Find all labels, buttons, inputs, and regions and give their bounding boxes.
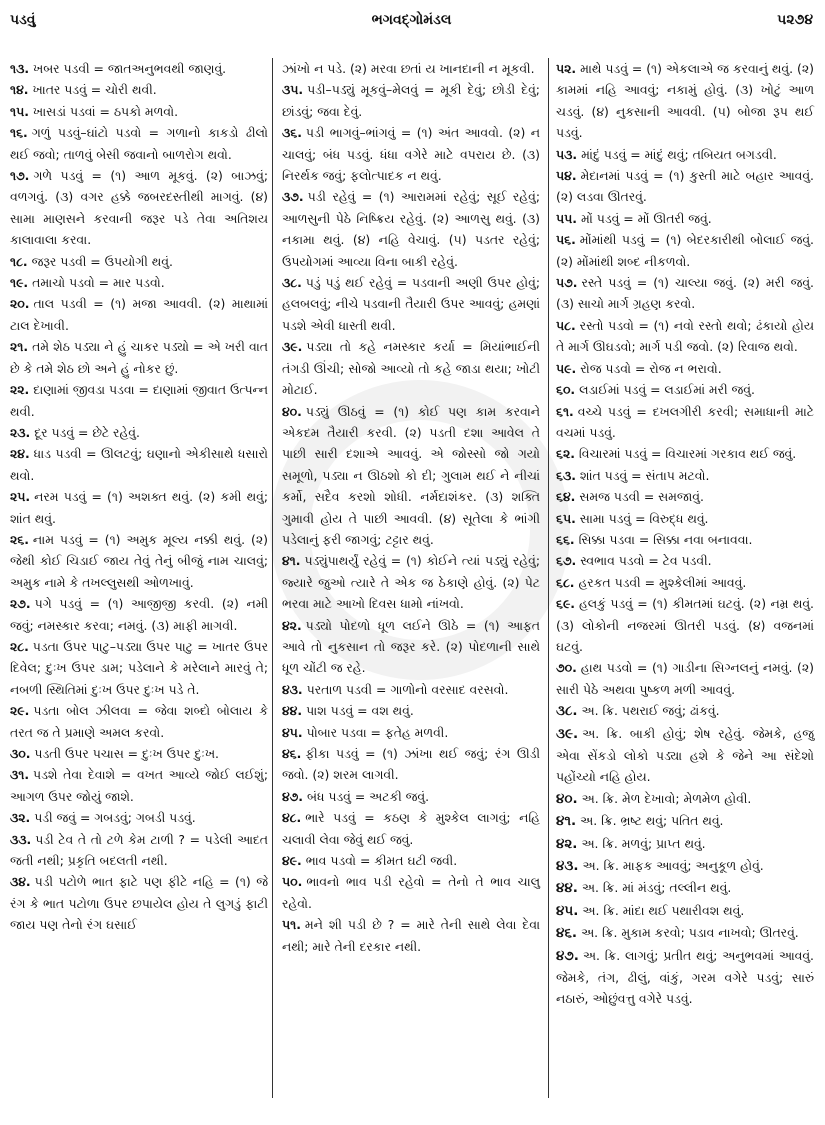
idiom-entry (282, 743, 540, 786)
entry-number: ૫૯. (556, 360, 577, 376)
entry-text: નામ પડવું = (૧) અમુક મૂલ્ય નક્કી થવું. (૨) જેથી કોઈ ચિડાઈ જાય તેવું તેનું બીજું નામ ચાલવું; અમુક નામે કે તખલ્લુસથી ઓળખાવું. (10, 531, 268, 590)
idiom-entry (282, 807, 540, 850)
entry-number: ૪૧. (556, 813, 577, 830)
entry-number: ૩૮. (282, 275, 302, 291)
idiom-entry (10, 379, 268, 422)
idiom-entry (556, 508, 814, 529)
entry-text: પડતી ઉપર પચાસ = દુઃખ ઉપર દુઃખ. (34, 746, 219, 761)
entry-text: શાંત પડવું = સંતાપ મટવો. (579, 467, 710, 483)
entry-number: ૨૬. (10, 531, 29, 547)
sense-entry (556, 788, 814, 810)
entry-number: ૪૨. (556, 835, 578, 852)
entry-number: ૩૭. (282, 189, 304, 205)
idiom-entry (10, 165, 268, 251)
entry-number: ૪૨. (282, 617, 302, 633)
sense-entry (556, 945, 814, 1010)
entry-number: ૧૬. (10, 125, 28, 141)
idiom-entry (556, 272, 814, 315)
idiom-entry (10, 443, 268, 486)
idiom-entry (556, 358, 814, 379)
entry-number: ૩૩. (10, 831, 32, 847)
entry-number: ૩૨. (10, 810, 31, 826)
entry-text: તમાચો પડવો = માર પડવો. (32, 275, 165, 291)
entry-number: ૫૪. (556, 168, 577, 184)
entry-text: રસ્તો પડવો = (૧) નવો રસ્તો થવો; ઢંકાયો હોય તે માર્ગ ઊઘડવો; માર્ગ પડી જવો. (૨) રિવાજ થવો. (556, 317, 814, 355)
book-title: ભગવદ્ગોમંડલ (371, 12, 452, 28)
idiom-entry (282, 679, 540, 700)
idiom-entry (10, 422, 268, 443)
entry-number: ૬૩. (556, 467, 576, 483)
entry-number: ૬૮. (556, 574, 575, 590)
entry-text: મોંમાંથી પડવું = (૧) બેદરકારીથી બોલાઈ જવું. (૨) મોંમાંથી શબ્દ નીકળવો. (556, 232, 814, 269)
entry-number: ૬૧. (556, 403, 574, 419)
entry-number: ૬૯. (556, 596, 575, 612)
idiom-entry (282, 401, 540, 551)
entry-number: ૬૨. (556, 446, 575, 462)
idiom-entry (282, 850, 540, 871)
entry-text: પડશે તેવા દેવાશે = વખત આવ્યે જોઈ લઈશું; આગળ ઉપર જોયું જાશે. (10, 767, 268, 804)
entry-text: તાલ પડવી = (૧) મજા આવવી. (૨) માથામાં ટાલ દેખાવી. (10, 296, 268, 333)
idiom-entry (556, 593, 814, 657)
idiom-entry (556, 165, 814, 208)
idiom-entry (282, 79, 540, 122)
idiom-entry (282, 58, 540, 79)
column-divider (272, 58, 273, 1098)
entry-text: રોજ પડવો = રોજ ન ભરાવો. (580, 360, 722, 376)
entry-number: ૨૪. (10, 446, 30, 462)
idiom-entry (556, 208, 814, 229)
entry-number: ૪૪. (282, 703, 303, 719)
entry-text: અ. ક્રિ. લાગવું; પ્રતીત થવું; અનુભવમાં આવવું. જેમકે, તંગ, ઢીલું, વાંકું, ગરમ વગેરે પડવું; સારું નઠારું, ઓછુંવત્તુ વગેરે પડવું. (556, 947, 814, 1007)
idiom-entry (282, 914, 540, 957)
idiom-entry (556, 58, 814, 144)
idiom-entry (10, 829, 268, 872)
entry-number: ૩૯. (282, 339, 303, 355)
column-divider (548, 58, 549, 1098)
entry-text: ગળે પડવું = (૧) આળ મૂકવું. (૨) બાઝવું; વળગવું. (૩) વગર હક્કે જબરદસ્તીથી માગવું. (૪) સામા માણસને કરવાની જરૂર પડે તેવા અતિશય કાલાવાલા કરવા. (10, 168, 268, 248)
entry-number: ૨૮. (10, 638, 29, 654)
entry-number: ૬૪. (556, 489, 576, 505)
entry-text: પડ્યું ઊઠવું = (૧) કોઈ પણ કામ કરવાને એકદમ તૈયારી કરવી. (૨) પડતી દશા આવેલ તે પાછી સારી દશાએ આવવું. એ જોસ્સો જો ગયો સમૂળો, પડ્યા ન ઊઠશો કો દી; ગુલામ થઈ ને નીચાં કર્મો, સદૈવ કરશો શોધી. નર્મદાશંકર. (૩) શક્તિ ગુમાવી હોય તે પાછી આવવી. (૪) સૂતેલા કે ભાંગી પડેલાનું ફરી જાગવું; ટટ્ટાર થવું. (282, 403, 540, 547)
entry-text: બંધ પડવું = અટકી જવું. (307, 788, 430, 804)
entry-text: ખબર પડવી = જાતઅનુભવથી જાણવું. (33, 61, 227, 76)
entry-number: ૨૧. (10, 339, 29, 355)
idiom-entry (10, 251, 268, 272)
entry-text: વિચારમાં પડવું = વિચારમાં ગરકાવ થઈ જવું. (578, 446, 797, 462)
entry-text: પડી ટેવ તે તો ટળે કેમ ટાળી ? = પડેલી આદત જતી નથી; પ્રકૃતિ બદલતી નથી. (10, 831, 268, 869)
idiom-entry (10, 122, 268, 165)
entry-number: ૪૫. (556, 902, 579, 919)
entry-number: ૩૫. (282, 82, 304, 98)
entry-number: ૧૩. (10, 61, 30, 76)
entry-number: ૫૭. (556, 275, 578, 291)
entry-text: પડી–પડ્યું મૂકવું–મેલવું = મૂકી દેવું; છોડી દેવું; છાંડવું; જવા દેવું. (282, 82, 540, 119)
idiom-entry (10, 336, 268, 379)
idiom-entry (556, 529, 814, 550)
idiom-entry (282, 871, 540, 914)
entry-number: ૬૭. (556, 553, 577, 569)
entry-number: ૫૦. (282, 874, 303, 890)
sense-entry (556, 855, 814, 877)
entry-text: પડતા ઉપર પાટુ–પડ્યા ઉપર પાટુ = ખાતર ઉપર દિવેલ; દુઃખ ઉપર ડામ; પડેલાને કે મરેલાને મારવું તે; નબળી સ્થિતિમાં દુઃખ ઉપર દુઃખ પડે તે. (10, 638, 268, 697)
entry-text: ફીકા પડવું = (૧) ઝાંખા થઈ જવું; રંગ ઊડી જવો. (૨) શરમ લાગવી. (282, 746, 540, 783)
sense-entry (556, 877, 814, 899)
entry-text: ધાડ પડવી = ઊલટવું; ઘણાનો એકીસાથે ધસારો થવો. (10, 446, 268, 483)
entry-text: અ. ક્રિ. માં મંડવું; તલ્લીન થવું. (581, 880, 732, 896)
entry-number: ૫૧. (282, 917, 301, 933)
entry-number: ૫૬. (556, 232, 576, 248)
entry-text: સ્વભાવ પડવો = ટેવ પડવી. (580, 553, 712, 569)
column-3 (556, 58, 814, 1010)
entry-number: ૨૩. (10, 424, 31, 440)
idiom-entry (282, 122, 540, 186)
entry-text: પોબાર પડવા = ફતેહ મળવી. (306, 724, 449, 740)
idiom-entry (556, 486, 814, 507)
sense-entry (556, 833, 814, 855)
entry-number: ૪૩. (282, 681, 303, 697)
entry-text: ગળું પડવું–ઘાંટો પડવો = ગળાનો કાકડો ઢીલો થઈ જવો; તાળવું બેસી જવાનો બાળરોગ થવો. (10, 125, 268, 162)
sense-entry (556, 700, 814, 722)
idiom-entry (10, 636, 268, 700)
entry-text: હલકું પડવું = (૧) કીમતમાં ઘટવું. (૨) નમ્ર થવું. (૩) લોકોની નજરમાં ઊતરી પડવું. (૪) વજનમાં ઘટવું. (556, 596, 814, 654)
entry-number: ૪૮. (282, 810, 302, 826)
idiom-entry (556, 443, 814, 464)
idiom-entry (10, 486, 268, 529)
idiom-entry (556, 572, 814, 593)
entry-text: પડી પટોળે ભાત ફાટે પણ ફીટે નહિ = (૧) જે રંગ કે ભાત પટોળા ઉપર છપાયેલ હોય તે લુગડું ફાટી જાય પણ તેનો રંગ ઘસાઈ (10, 874, 268, 933)
entry-text: ભારે પડવું = કઠણ કે મુશ્કેલ લાગવું; નહિ ચલાવી લેવા જેવું થઈ જવું. (282, 810, 540, 847)
entry-text: હરકત પડવી = મુશ્કેલીમાં આવવું. (578, 574, 747, 590)
entry-number: ૨૫. (10, 489, 31, 505)
entry-number: ૪૧. (282, 553, 301, 569)
sense-entry (556, 922, 814, 944)
entry-text: અ. ક્રિ. મેળ દેખાવો; મેળમેળ હોવી. (581, 790, 752, 806)
idiom-entry (556, 401, 814, 444)
entry-number: ૧૪. (10, 82, 29, 98)
entry-text: હાથ પડવો = (૧) ગાડીના સિગ્નલનું નમવું. (૨) સારી પેઠે અથવા પુષ્કળ મળી આવવું. (556, 660, 814, 697)
entry-text: સિક્કા પડવા = સિક્કા નવા બનાવવા. (578, 531, 753, 547)
entry-text: લડાઈમાં પડવું = લડાઈમાં મરી જવું. (579, 382, 755, 398)
idiom-entry (282, 550, 540, 614)
entry-number: ૪૩. (556, 858, 579, 875)
entry-number: ૨૯. (10, 703, 30, 719)
entry-text: અ. ક્રિ. ભ્રષ્ટ થવું; પતિત થવું. (580, 813, 724, 829)
entry-number: ૫૮. (556, 317, 576, 333)
entry-text: પડી રહેવું = (૧) આરામમાં રહેવું; સૂઈ રહેવું; આળસુની પેઠે નિષ્ક્રિય રહેવું. (૨) આળસુ થવું. (૩) નકામા થવું. (૪) નહિ વેચાવું. (૫) પડતર રહેવું; ઉપયોગમાં આવ્યા વિના બાકી રહેવું. (282, 189, 540, 269)
idiom-entry (556, 379, 814, 400)
entry-text: પડી જવું = ગબડવું; ગબડી પડવું. (34, 810, 196, 826)
entry-text: ઝાંખો ન પડે. (૨) મરવા છતાં ય ખાનદાની ન મૂકવી. (282, 61, 535, 76)
entry-number: ૩૮. (556, 703, 578, 720)
entry-text: પડ્યા તો કહે નમસ્કાર કર્યા = મિયાંભાઈની તંગડી ઊંચી; સોજો આવ્યો તો કહે જાડા થયા; ખોટી મોટાઈ. (282, 339, 540, 398)
entry-text: તમે શેઠ પડ્યા ને હું ચાકર પડ્યો = એ ખરી વાત છે કે તમે શેઠ છો અને હું નોકર છું. (10, 339, 268, 376)
entry-text: પાશ પડવું = વશ થવું. (306, 703, 414, 719)
running-headword: પડવું (10, 12, 36, 28)
entry-text: અ. ક્રિ. બાકી હોવું; શેષ રહેવું. જેમકે, હજુ એવા સેંકડો લોકો પડ્યા હશે કે જેને આ સંદેશો પહોંચ્યો નહિ હોય. (556, 725, 814, 785)
entry-text: અ. ક્રિ. માંદા થઈ પથારીવશ થવું. (582, 902, 745, 918)
entry-number: ૧૯. (10, 275, 29, 291)
entry-text: માંદું પડવું = માંદું થવું; તબિયત બગડવી. (581, 146, 777, 162)
entry-number: ૩૯. (556, 725, 579, 742)
entry-text: દૂર પડવું = છેટે રહેવું. (34, 424, 140, 440)
entry-text: અ. ક્રિ. પથરાઈ જવું; ઢાંકવું. (581, 703, 720, 719)
idiom-entry (556, 144, 814, 165)
page-header (10, 12, 813, 36)
entry-number: ૬૦. (556, 382, 576, 398)
idiom-entry (10, 743, 268, 764)
idiom-entry (10, 807, 268, 828)
idiom-entry (10, 293, 268, 336)
entry-text: માથે પડવું = (૧) એકલાએ જ કરવાનું થવું. (૨) કામમાં નહિ આવવું; નકામું હોવું. (૩) ખોટું આળ ચડવું. (૪) નુકસાની આવવી. (૫) બોજા રૂપ થઈ પડવું. (556, 61, 814, 141)
idiom-entry (10, 700, 268, 743)
entry-number: ૭૦. (556, 660, 577, 676)
idiom-entry (282, 722, 540, 743)
idiom-entry (556, 550, 814, 571)
entry-number: ૪૦. (556, 790, 578, 807)
entry-number: ૬૫. (556, 510, 576, 526)
entry-text: મોં પડવું = મોં ઊતરી જવું. (581, 210, 712, 226)
entry-number: ૪૭. (282, 788, 304, 804)
entry-text: જરૂર પડવી = ઉપયોગી થવું. (31, 253, 173, 269)
idiom-entry (10, 871, 268, 935)
idiom-entry (282, 700, 540, 721)
entry-number: ૪૬. (556, 925, 578, 942)
entry-number: ૩૬. (282, 125, 302, 141)
idiom-entry (282, 272, 540, 336)
entry-number: ૩૧. (10, 767, 30, 783)
idiom-entry (10, 272, 268, 293)
entry-text: પડ્યુંપાથર્યું રહેવું = (૧) કોઈને ત્યાં પડ્યું રહેવું; જ્યારે જુઓ ત્યારે તે એક જ ઠેકાણે હોવું. (૨) પેટ ભરવા માટે આખો દિવસ ધામો નાંખવો. (282, 553, 540, 612)
entry-number: ૪૫. (282, 724, 303, 740)
entry-number: ૧૮. (10, 253, 28, 269)
entry-text: અ. ક્રિ. મળવું; પ્રાપ્ત થવું. (581, 835, 706, 851)
entry-number: ૨૭. (10, 596, 31, 612)
entry-text: ભાવનો ભાવ પડી રહેવો = તેનો તે ભાવ ચાલુ રહેવો. (282, 874, 540, 911)
entry-number: ૨૦. (10, 296, 30, 312)
entry-number: ૩૦. (10, 746, 31, 761)
idiom-entry (10, 101, 268, 122)
idiom-entry (10, 529, 268, 593)
idiom-entry (556, 465, 814, 486)
entry-text: સમજ પડવી = સમજાવું. (579, 489, 704, 505)
idiom-entry (556, 229, 814, 272)
entry-number: ૪૪. (556, 880, 578, 897)
entry-number: ૪૯. (282, 853, 302, 869)
idiom-entry (10, 593, 268, 636)
idiom-entry (10, 764, 268, 807)
entry-number: ૧૭. (10, 168, 30, 184)
column-1 (10, 58, 268, 936)
entry-text: પડું પડું થઈ રહેવું = પડવાની અણી ઉપર હોવું; હલબલવું; નીચે પડવાની તૈયારી ઉપર આવવું; હમણાં પડશે એવી ધાસ્તી થવી. (282, 275, 540, 333)
entry-text: ખાતર પડવું = ચોરી થવી. (32, 82, 157, 98)
column-2 (282, 58, 540, 957)
idiom-entry (282, 786, 540, 807)
entry-text: વચ્ચે પડવું = દખલગીરી કરવી; સમાધાની માટે વચમાં પડવું. (556, 403, 814, 440)
entry-text: પરતાળ પડવી = ગાળોનો વરસાદ વરસવો. (306, 681, 509, 697)
entry-text: પડ્યો પોદળો ધૂળ લઈને ઊઠે = (૧) આફત આવે તો નુકસાન તો જરૂર કરે. (૨) પોદળાની સાથે ધૂળ ચોંટી જ રહે. (282, 617, 540, 676)
entry-text: ભાવ પડવો = કીમત ઘટી જવી. (305, 853, 458, 869)
entry-text: નરમ પડવું = (૧) અશક્ત થવું. (૨) કમી થવું; શાંત થવું. (10, 489, 268, 526)
entry-text: રસ્તે પડવું = (૧) ચાલ્યા જવું. (૨) મરી જવું. (૩) સાચો માર્ગ ગ્રહણ કરવો. (556, 275, 814, 312)
entry-number: ૪૬. (282, 746, 302, 761)
entry-text: દાણામાં જીવડા પડવા = દાણામાં જીવાત ઉત્પન્ન થવી. (10, 382, 268, 419)
entry-text: અ. ક્રિ. માફક આવવું; અનુકૂળ હોવું. (582, 858, 764, 874)
entry-number: ૬૬. (556, 531, 575, 547)
entry-text: પડતા બોલ ઝીલવા = જેવા શબ્દો બોલાય કે તરત જ તે પ્રમાણે અમલ કરવો. (10, 703, 268, 740)
entry-text: મેદાનમાં પડવું = (૧) કુસ્તી માટે બહાર આવવું. (૨) લડવા ઊતરવું. (556, 168, 814, 205)
entry-number: ૩૪. (10, 874, 31, 890)
entry-text: પગે પડવું = (૧) આજીજી કરવી. (૨) નમી જવું; નમસ્કાર કરવા; નમવું. (૩) માફી માગવી. (10, 596, 268, 633)
entry-number: ૫૫. (556, 210, 577, 226)
idiom-entry (10, 79, 268, 100)
entry-number: ૪૦. (282, 403, 302, 419)
entry-number: ૪૭. (556, 947, 579, 964)
entry-text: પડી ભાગવું–ભાંગવું = (૧) અંત આવવો. (૨) ન ચાલવું; બંધ પડવું. ધંધા વગેરે માટે વપરાય છે. (૩) નિરર્થક જવું; ફલોત્પાદક ન થવું. (282, 125, 540, 184)
sense-entry (556, 810, 814, 832)
entry-text: સામા પડવું = વિરુદ્ધ થવું. (579, 510, 709, 526)
idiom-entry (556, 657, 814, 700)
sense-entry (556, 723, 814, 788)
entry-text: ખાસડાં પડવાં = ઠપકો મળવો. (32, 103, 179, 119)
entry-number: ૫૨. (556, 61, 577, 76)
idiom-entry (282, 336, 540, 400)
entry-text: મને શી પડી છે ? = મારે તેની સાથે લેવા દેવા નથી; મારે તેની દરકાર નથી. (282, 917, 540, 954)
idiom-entry (10, 58, 268, 79)
page-number: ૫૨૭૪ (777, 12, 813, 28)
sense-entry (556, 900, 814, 922)
idiom-entry (556, 315, 814, 358)
idiom-entry (282, 615, 540, 679)
entry-number: ૧૫. (10, 103, 29, 119)
entry-number: ૨૨. (10, 382, 30, 398)
idiom-entry (282, 186, 540, 272)
entry-text: અ. ક્રિ. મુકામ કરવો; પડાવ નાખવો; ઊતરવું. (581, 925, 799, 941)
entry-number: ૫૩. (556, 146, 578, 162)
